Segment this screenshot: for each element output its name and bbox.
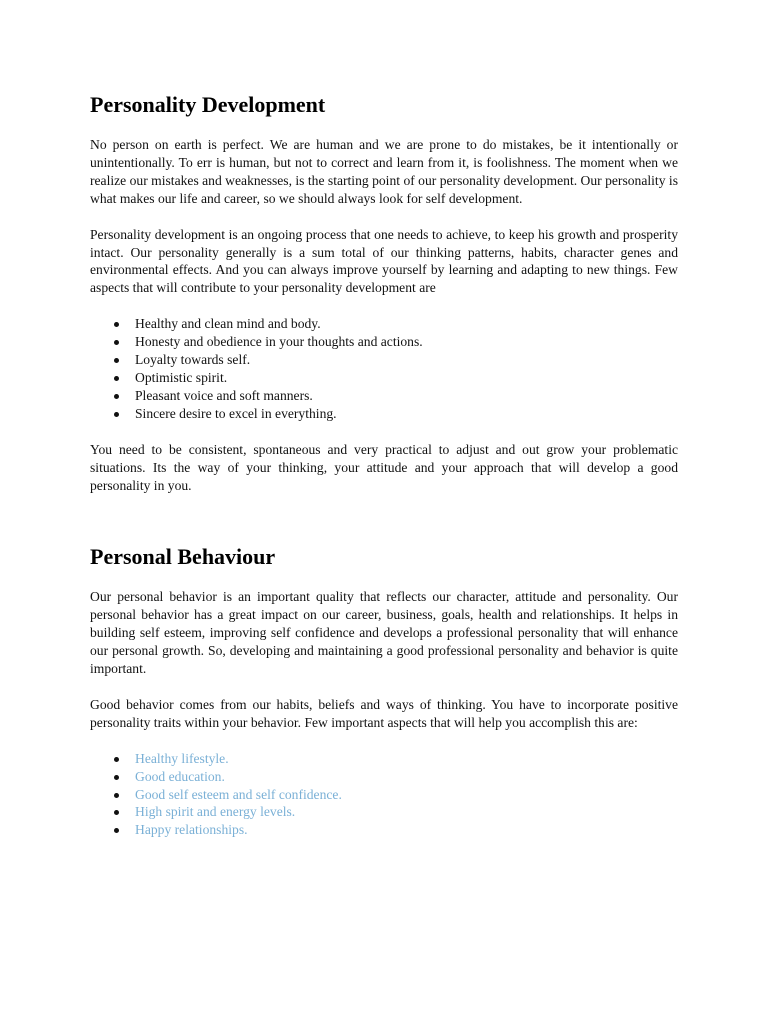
link-healthy-lifestyle[interactable]: Healthy lifestyle. <box>135 750 229 766</box>
link-item[interactable] <box>90 803 678 821</box>
heading-personal-behaviour: Personal Behaviour <box>90 544 276 570</box>
list-item <box>90 387 678 405</box>
link-item[interactable] <box>90 768 678 786</box>
link-self-esteem[interactable]: Good self esteem and self confidence. <box>135 786 342 802</box>
aspects-list <box>90 315 678 422</box>
list-item-text: Healthy and clean mind and body. <box>135 316 321 332</box>
behavior-links-list <box>90 750 678 840</box>
heading-personality-development: Personality Development <box>90 92 326 117</box>
bullet-icon <box>114 358 119 363</box>
bullet-icon <box>114 376 119 381</box>
paragraph-behavior-intro: Our personal behavior is an important quality that reflects our character, attitude and personality. Our personal behavior has a great impact on our career, business, goals, health and relationships. It helps in building self esteem, improving self confidence and develops a professional personality that will enhance our personal growth. So, developing and maintaining a good professional personality and behavior is quite important. <box>90 589 678 677</box>
list-item-text: Honesty and obedience in your thoughts and actions. <box>135 334 423 350</box>
paragraph-closing: You need to be consistent, spontaneous and very practical to adjust and out grow your problematic situations. Its the way of your thinking, your attitude and your approach that will develop a good personality in you. <box>90 441 678 493</box>
bullet-icon <box>114 810 119 815</box>
link-item[interactable] <box>90 750 678 768</box>
link-good-education[interactable]: Good education. <box>135 768 225 784</box>
bullet-icon <box>114 322 119 327</box>
list-item <box>90 315 678 333</box>
list-item-text: Sincere desire to excel in everything. <box>135 405 337 421</box>
bullet-icon <box>114 412 119 417</box>
paragraph-good-behavior: Good behavior comes from our habits, beliefs and ways of thinking. You have to incorporate positive personality traits within your behavior. Few important aspects that will help you accomplish this are: <box>90 696 678 730</box>
bullet-icon <box>114 394 119 399</box>
list-item-text: Pleasant voice and soft manners. <box>135 387 313 403</box>
list-item-text: Optimistic spirit. <box>135 369 228 385</box>
list-item <box>90 369 678 387</box>
bullet-icon <box>114 775 119 780</box>
list-item <box>90 351 678 369</box>
list-item-text: Loyalty towards self. <box>135 352 251 368</box>
bullet-icon <box>114 828 119 833</box>
link-happy-relationships[interactable]: Happy relationships. <box>135 822 248 838</box>
document-body <box>90 90 678 857</box>
bullet-icon <box>114 757 119 762</box>
link-high-spirit[interactable]: High spirit and energy levels. <box>135 804 296 820</box>
paragraph-intro: No person on earth is perfect. We are human and we are prone to do mistakes, be it intentionally or unintentionally. To err is human, but not to correct and learn from it, is foolishness. The moment when we realize our mistakes and weaknesses, is the starting point of our personality development. Our personality is what makes our life and career, so we should always look for self development. <box>90 137 678 206</box>
bullet-icon <box>114 793 119 798</box>
paragraph-ongoing-process: Personality development is an ongoing process that one needs to achieve, to keep his growth and prosperity intact. Our personality generally is a sum total of our thinking patterns, habits, character genes and environmental effects. And you can always improve yourself by learning and adapting to new things. Few aspects that will contribute to your personality development are <box>90 226 678 296</box>
bullet-icon <box>114 340 119 345</box>
list-item <box>90 405 678 423</box>
list-item <box>90 333 678 351</box>
link-item[interactable] <box>90 786 678 804</box>
link-item[interactable] <box>90 821 678 839</box>
